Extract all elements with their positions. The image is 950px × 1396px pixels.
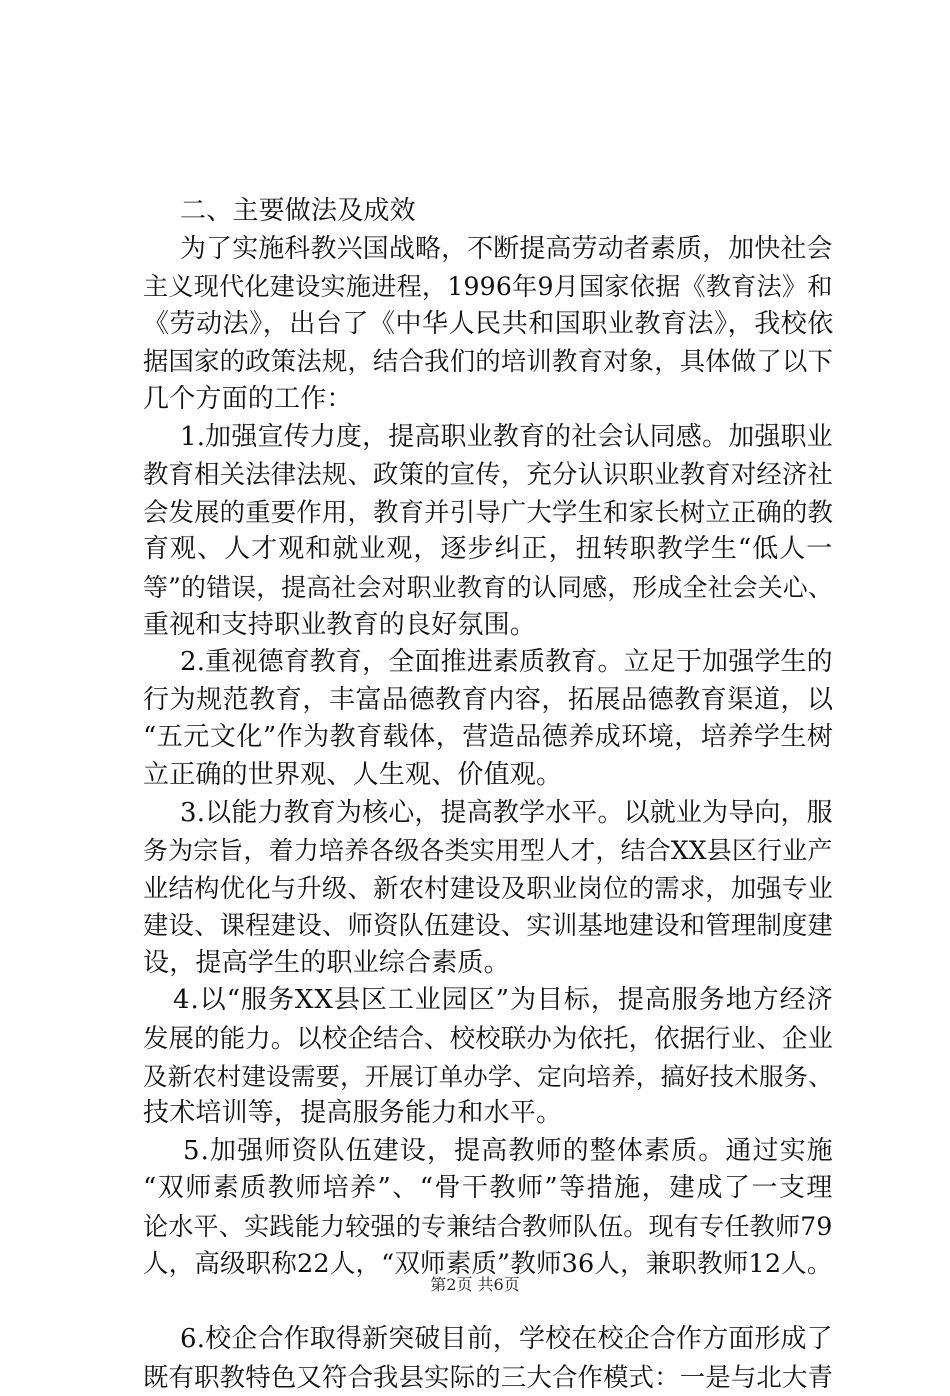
text-line: 技术培训等，提高服务能力和水平。 — [143, 1098, 563, 1129]
text-line: 发展的能力。以校企结合、校校联办为依托，依据行业、企业 — [143, 1023, 834, 1054]
text-line: 及新农村建设需要，开展订单办学、定向培养，搞好技术服务、 — [143, 1061, 833, 1091]
text-line: 人，高级职称22人，“双师素质”教师36人，兼职教师12人。 — [143, 1248, 833, 1279]
text-line: 4.以“服务XX县区工业园区”为目标，提高服务地方经济 — [173, 985, 834, 1016]
text-line: 设，提高学生的职业综合素质。 — [143, 947, 510, 978]
text-line: 6.校企合作取得新突破目前，学校在校企合作方面形成了 — [180, 1324, 833, 1355]
text-line: 行为规范教育，丰富品德教育内容，拓展品德教育渠道，以 — [143, 684, 834, 715]
text-line: 业结构优化与升级、新农村建设及职业岗位的需求，加强专业 — [143, 872, 834, 903]
text-line: “双师素质教师培养”、“骨干教师”等措施，建成了一支理 — [143, 1173, 834, 1204]
text-line: 3.以能力教育为核心，提高教学水平。以就业为导向，服 — [180, 797, 833, 828]
text-line: 主义现代化建设实施进程，1996年9月国家依据《教育法》和 — [143, 272, 833, 302]
text-line: “五元文化”作为教育载体，营造品德养成环境，培养学生树 — [143, 722, 834, 753]
text-line: 既有职教特色又符合我县实际的三大合作模式：一是与北大青 — [143, 1361, 834, 1392]
text-line: 几个方面的工作： — [143, 383, 353, 414]
text-line: 等”的错误，提高社会对职业教育的认同感，形成全社会关心、 — [143, 572, 833, 602]
text-line: 务为宗旨，着力培养各级各类实用型人才，结合XX县区行业产 — [143, 836, 833, 866]
text-line: 《劳动法》，出台了《中华人民共和国职业教育法》，我校依 — [143, 308, 834, 339]
document-body — [143, 193, 833, 1396]
page-footer: 第2页 共6页 — [430, 1275, 520, 1294]
text-line: 为了实施科教兴国战略，不断提高劳动者素质，加快社会 — [180, 233, 833, 264]
text-line: 立正确的世界观、人生观、价值观。 — [143, 759, 563, 790]
text-line: 教育相关法律法规、政策的宣传，充分认识职业教育对经济社 — [143, 459, 834, 490]
text-line: 建设、课程建设、师资队伍建设、实训基地建设和管理制度建 — [143, 910, 834, 941]
text-line: 2.重视德育教育，全面推进素质教育。立足于加强学生的 — [180, 647, 833, 678]
text-line: 1.加强宣传力度，提高职业教育的社会认同感。加强职业 — [180, 421, 833, 452]
text-line: 二、主要做法及成效 — [180, 196, 416, 226]
text-line: 育观、人才观和就业观，逐步纠正，扭转职教学生“低人一 — [143, 534, 834, 565]
text-line: 5.加强师资队伍建设，提高教师的整体素质。通过实施 — [183, 1135, 834, 1166]
text-line: 重视和支持职业教育的良好氛围。 — [143, 609, 537, 640]
text-line: 据国家的政策法规，结合我们的培训教育对象，具体做了以下 — [143, 346, 834, 377]
text-line: 会发展的重要作用，教育并引导广大学生和家长树立正确的教 — [143, 496, 834, 527]
text-line: 论水平、实践能力较强的专兼结合教师队伍。现有专任教师79 — [143, 1212, 833, 1242]
